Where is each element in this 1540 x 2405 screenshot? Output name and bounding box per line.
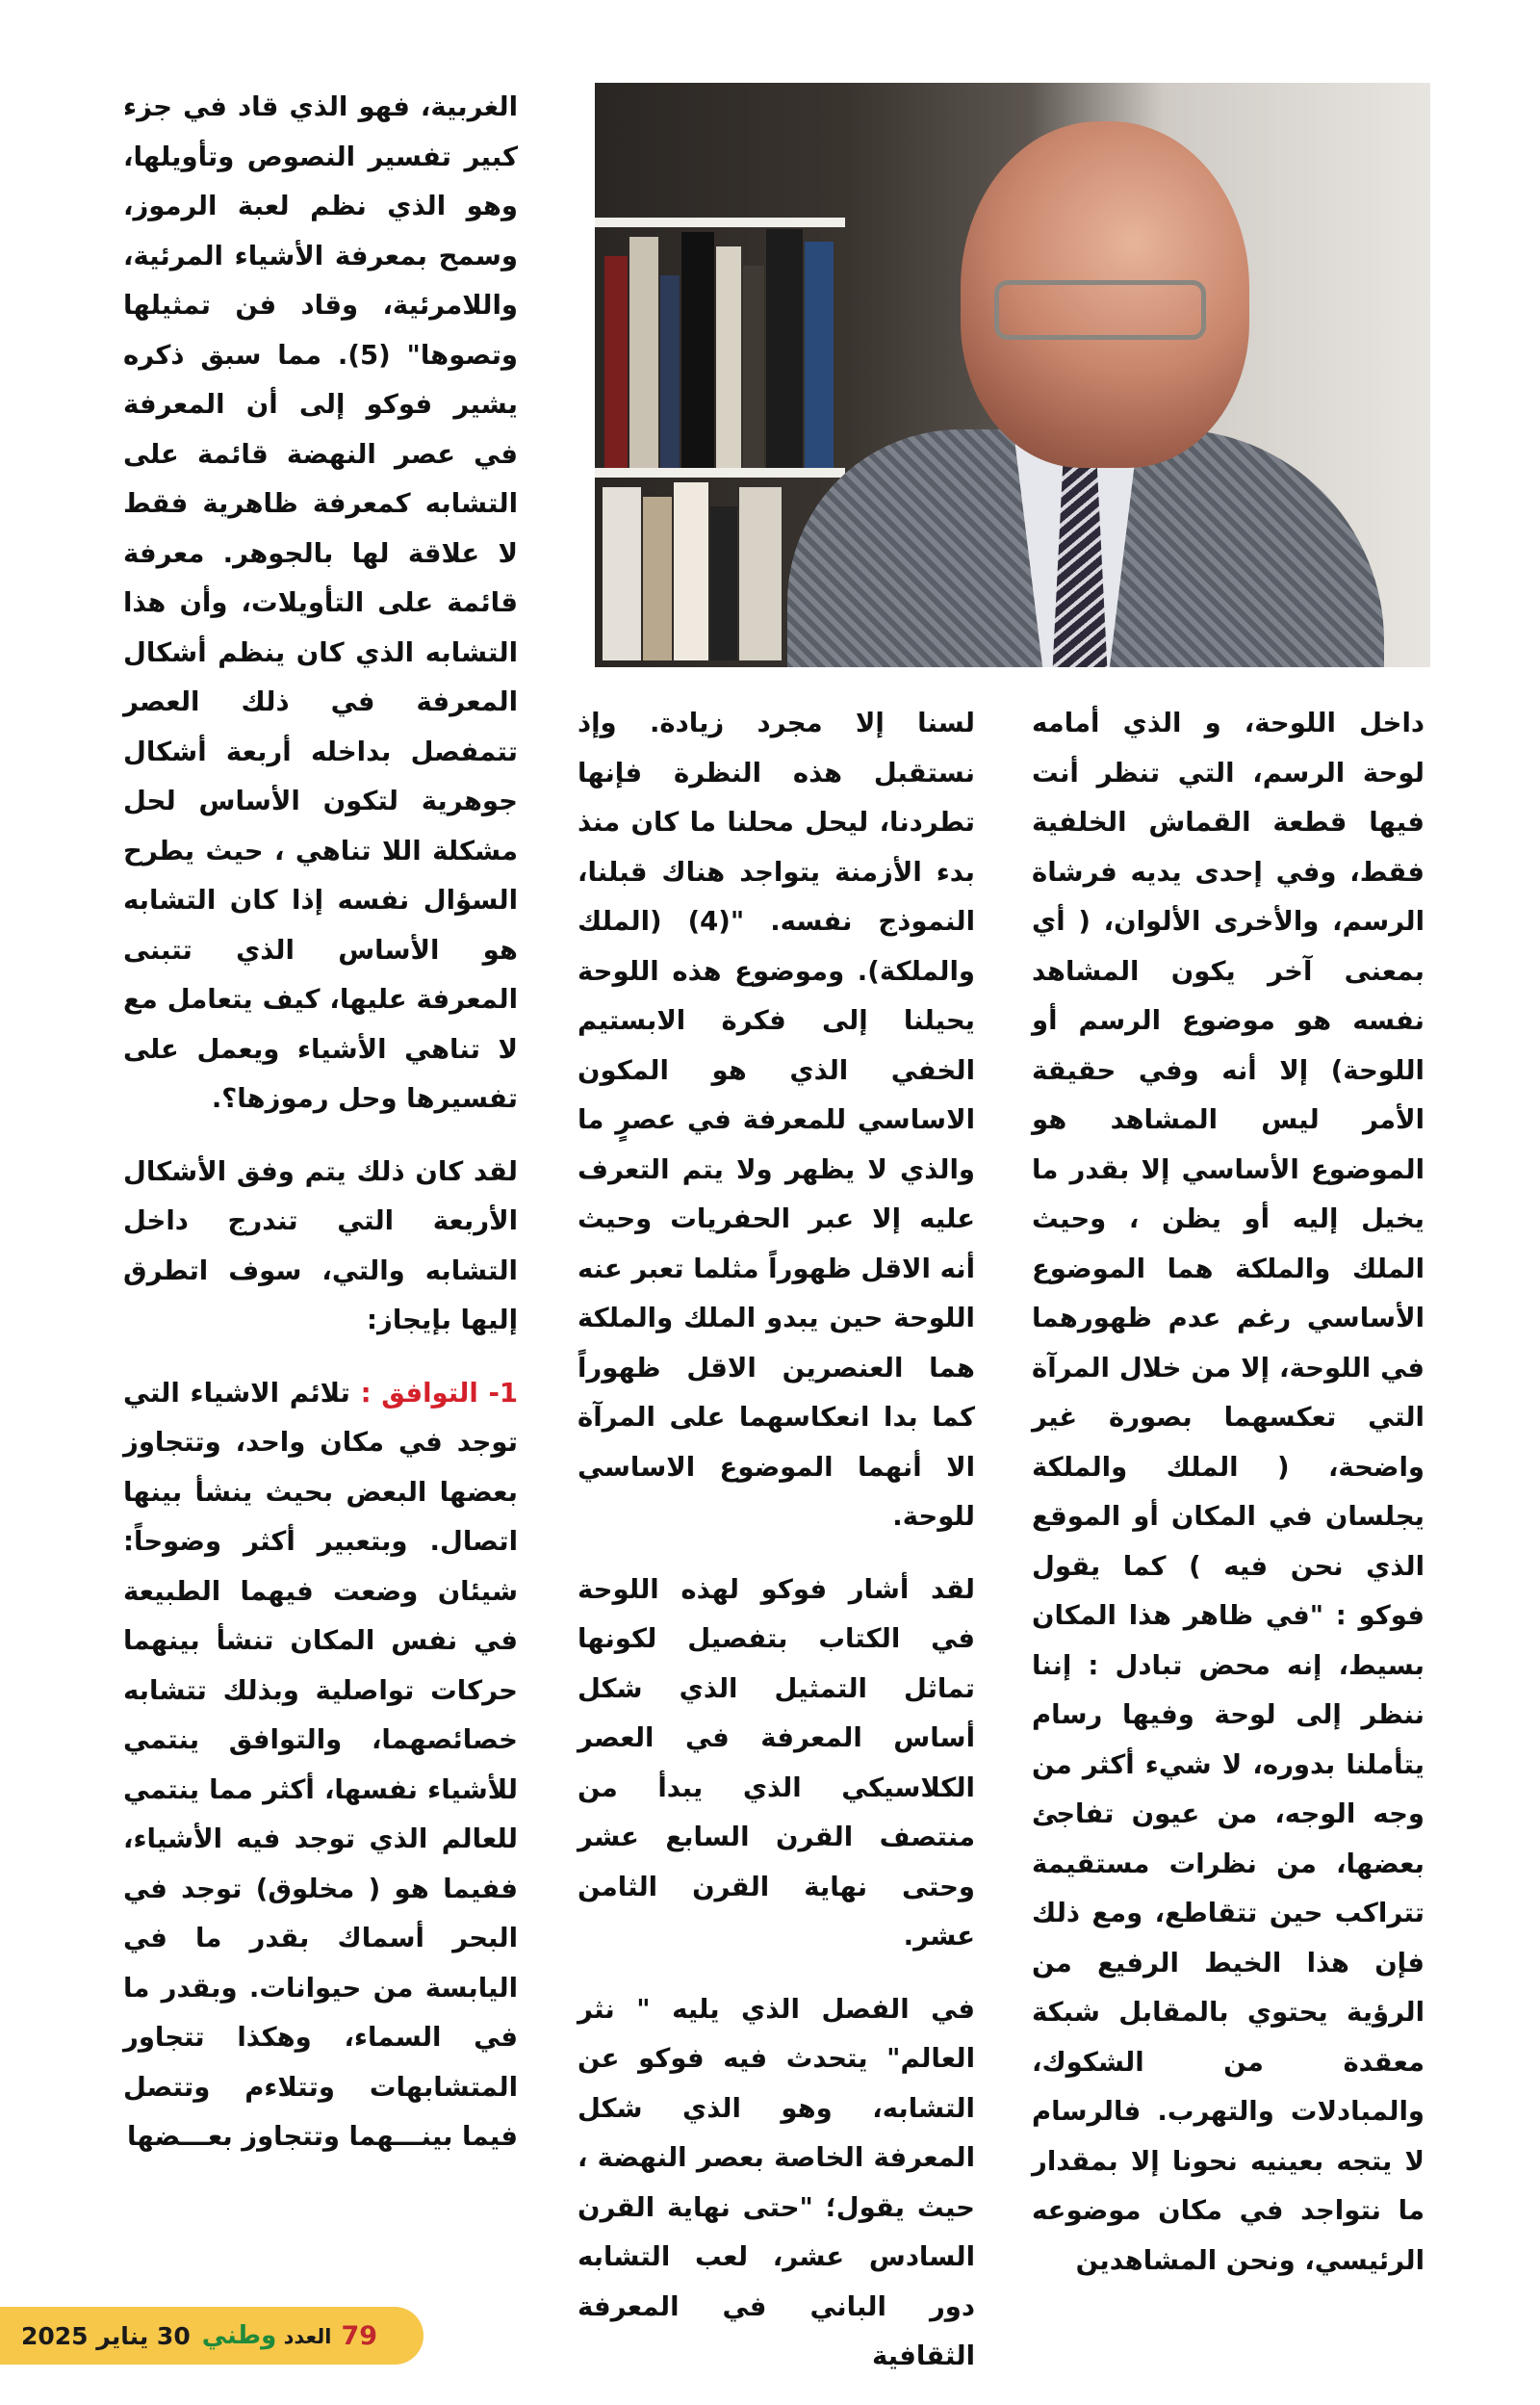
column-left [123, 83, 518, 2185]
section-heading: 1- التوافق : [360, 1377, 519, 1409]
column-right [1032, 699, 1424, 2309]
paragraph: في الفصل الذي يليه " نثر العالم" يتحدث فيه فوكو عن التشابه، وهو الذي شكل المعرفة الخاصة بعصر النهضة ، حيث يقول؛ "حتى نهاية القرن السادس عشر، لعب التشابه دور الباني في المعرفة الثقافية [578, 1993, 975, 2371]
paragraph [123, 1369, 518, 2162]
bookshelf-middle [595, 468, 845, 478]
column-middle [578, 699, 975, 2405]
paragraph: لسنا إلا مجرد زيادة. وإذ نستقبل هذه النظرة فإنها تطردنا، ليحل محلنا ما كان منذ بدء الأزمنة يتواجد هناك قبلنا، النموذج نفسه. "(4) (الملك والملكة). وموضوع هذه اللوحة يحيلنا إلى فكرة الابستيم الخفي الذي هو المكون الاساسي للمعرفة في عصرٍ ما والذي لا يظهر ولا يتم التعرف عليه إلا عبر الحفريات وحيث أنه الاقل ظهوراً مثلما تعبر عنه اللوحة حين يبدو الملك والملكة هما العنصرين الاقل ظهوراً كما بدا انعكاسهما على المرآة الا أنهما الموضوع الاساسي للوحة. [578, 708, 975, 1532]
issue-date: 30 يناير 2025 [21, 2321, 191, 2350]
portrait-photo [595, 83, 1430, 667]
paragraph-text: تلائم الاشياء التي توجد في مكان واحد، وتتجاوز بعضها البعض بحيث ينشأ بينها اتصال. وبتعبير أكثر وضوحاً: شيئان وضعت فيهما الطبيعة في نفس المكان تنشأ بينهما حركات تواصلية وبذلك تتشابه خصائصهما، والتوافق ينتمي للأشياء نفسها، أكثر مما ينتمي للعالم الذي توجد فيه الأشياء، ففيما هو ( مخلوق) توجد في البحر أسماك بقدر ما في اليابسة من حيوانات. وبقدر ما في السماء، وهكذا تتجاور المتشابهات وتتلاءم وتتصل فيما بينـــهما وتتجاوز بعـــضها [123, 1377, 518, 2152]
paragraph: داخل اللوحة، و الذي أمامه لوحة الرسم، التي تنظر أنت فيها قطعة القماش الخلفية فقط، وفي إحدى يديه فرشاة الرسم، والأخرى الألوان، ( أي بمعنى آخر يكون المشاهد نفسه هو موضوع الرسم أو اللوحة) إلا أنه وفي حقيقة الأمر ليس المشاهد هو الموضوع الأساسي إلا بقدر ما يخيل إليه أو يظن ، وحيث الملك والملكة هما الموضوع الأساسي رغم عدم ظهورهما في اللوحة، إلا من خلال المرآة التي تعكسهما بصورة غير واضحة، ( الملك والملكة يجلسان في المكان أو الموقع الذي نحن فيه ) كما يقول فوكو : "في ظاهر هذا المكان بسيط، إنه محض تبادل : إننا ننظر إلى لوحة وفيها رسام يتأملنا بدوره، لا شيء أكثر من وجه الوجه، من عيون تفاجئ بعضها، من نظرات مستقيمة تتراكب حين تتقاطع، ومع ذلك فإن هذا الخيط الرفيع من الرؤية يحتوي بالمقابل شبكة معقدة من الشكوك، والمبادلات والتهرب. فالرسام لا يتجه بعينيه نحونا إلا بمقدار ما نتواجد في مكان موضوعه الرئيسي، ونحن المشاهدين [1032, 708, 1424, 2276]
glasses-icon [994, 280, 1206, 340]
issue-label: العدد [283, 2325, 332, 2348]
paragraph: لقد أشار فوكو لهذه اللوحة في الكتاب بتفصيل لكونها تماثل التمثيل الذي شكل أساس المعرفة في العصر الكلاسيكي الذي يبدأ من منتصف القرن السابع عشر وحتى نهاية القرن الثامن عشر. [578, 1573, 975, 1952]
books [595, 227, 845, 468]
bookshelf-top [595, 218, 845, 227]
page-number: 79 [341, 2320, 378, 2351]
brand-name: وطني [201, 2321, 277, 2350]
publication [202, 2321, 332, 2350]
paragraph: الغربية، فهو الذي قاد في جزء كبير تفسير النصوص وتأويلها، وهو الذي نظم لعبة الرموز، وسمح بمعرفة الأشياء المرئية، واللامرئية، وقاد فن تمثيلها وتصوها" (5). مما سبق ذكره يشير فوكو إلى أن المعرفة في عصر النهضة قائمة على التشابه كمعرفة ظاهرية فقط لا علاقة لها بالجوهر. معرفة قائمة على التأويلات، وأن هذا التشابه الذي كان ينظم أشكال المعرفة في ذلك العصر تتمفصل بداخله أربعة أشكال جوهرية لتكون الأساس لحل مشكلة اللا تناهي ، حيث يطرح السؤال نفسه إذا كان التشابه هو الأساس الذي تتبنى المعرفة عليها، كيف يتعامل مع لا تناهي الأشياء ويعمل على تفسيرها وحل رموزها؟. [123, 91, 518, 1114]
paragraph: لقد كان ذلك يتم وفق الأشكال الأربعة التي تندرج داخل التشابه والتي، سوف اتطرق إليها بإيجاز: [123, 1155, 518, 1335]
footer-badge [0, 2307, 424, 2365]
